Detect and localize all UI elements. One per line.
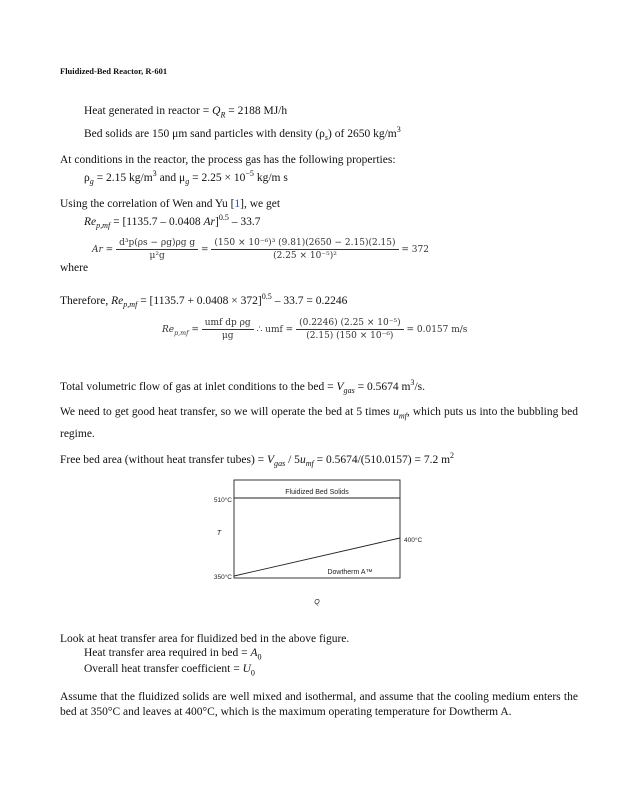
re-tail: – 33.7 — [228, 215, 261, 228]
umf-lhs: Re — [162, 325, 175, 335]
where-label: where — [60, 262, 89, 274]
dowtherm-label: Dowtherm A™ — [327, 569, 373, 576]
total-flow-line — [60, 376, 425, 398]
rho-symbol: ρ — [84, 171, 90, 184]
bed-area-sup: 2 — [450, 451, 455, 460]
umf-result: = 0.0157 m/s — [406, 325, 468, 335]
re-close: ] — [215, 215, 219, 228]
rho-value: = 2.15 kg/m — [93, 171, 153, 184]
bed-area-val: = 0.5674/(510.0157) = 7.2 m — [313, 453, 451, 466]
flow-sub: gas — [343, 386, 355, 396]
bed-area-u: u — [299, 453, 306, 466]
look-line: Look at heat transfer area for fluidized bed in the above figure. — [60, 633, 350, 645]
umf-therefore: ∴ umf = — [256, 325, 294, 335]
heat-generated-line — [84, 104, 287, 122]
ar-symbol: Ar — [203, 215, 215, 228]
ar-equation: Ar = $\frac{\text{d³p(ρs − ρg)ρg g}}{\text{μ²g}}$ = $\frac{\text{(150 × 10⁻⁶)³ (9.81)(2650 − 2.15)(2.15)}}{\text{(2.25 × 10⁻⁵)²}}$ = 372 — [92, 238, 429, 261]
temperature-profile-figure — [200, 478, 435, 610]
umf-equation: $Re_{p,mf}$ = $\frac{\text{umf dp ρg}}{\mu g}$ ∴ umf = $\frac{\text{(0.2246) (2.25 × 10⁻⁵)}}{\text{(2.15) (150 × 10⁻⁶)}}$ = 0.0157 m/s — [162, 318, 468, 341]
heat-transfer-paragraph — [60, 403, 578, 443]
correlation-pre: Using the correlation of Wen and Yu [ — [60, 198, 235, 210]
dowtherm-line — [234, 538, 400, 576]
ar-den-2: (2.25 × 10⁻⁵)² — [273, 251, 337, 261]
coef-sub: 0 — [250, 668, 255, 678]
mu-exp: −5 — [245, 169, 254, 178]
gas-props-line — [84, 167, 288, 189]
y-top-label: 510°C — [213, 497, 232, 504]
coef-pre: Overall heat transfer coefficient = — [84, 663, 243, 675]
solids-sub: s — [324, 133, 329, 143]
coef-u: U — [242, 663, 251, 675]
ar-fraction-2 — [211, 238, 398, 261]
bed-area-line — [60, 449, 454, 471]
bed-area-pre: Free bed area (without heat transfer tubes) = — [60, 453, 268, 466]
htp-pre: We need to get good heat transfer, so we will operate the bed at 5 times — [60, 406, 394, 418]
therefore-line — [60, 290, 347, 312]
re-body: = [1135.7 – 0.0408 — [110, 215, 204, 228]
solids-tail: ) of 2650 kg/m — [328, 127, 397, 140]
gas-props-intro: At conditions in the reactor, the process gas has the following properties: — [60, 154, 396, 166]
re-exp: 0.5 — [218, 213, 229, 222]
mu-symbol: and μ — [156, 171, 186, 184]
ar-den-1: μ²g — [149, 251, 165, 261]
mu-unit: kg/m s — [253, 171, 288, 184]
re-symbol: Re — [84, 215, 97, 228]
umf-den-1: μg — [221, 331, 234, 341]
y-bottom-label: 350°C — [213, 574, 232, 581]
heat-value: = 2188 MJ/h — [225, 105, 288, 117]
q-subscript: R — [220, 110, 226, 120]
mu-value: = 2.25 × 10 — [189, 171, 246, 184]
q-symbol: Q — [212, 105, 221, 117]
therefore-pre: Therefore, — [60, 294, 112, 307]
solids-text: Bed solids are 150 μm sand particles with density (ρ — [84, 127, 325, 140]
flow-val: = 0.5674 m — [354, 380, 411, 393]
therefore-tail: – 33.7 = 0.2246 — [271, 294, 348, 307]
re-formula-line — [84, 211, 261, 233]
flow-sup: 3 — [410, 378, 415, 387]
umf-lhs-sub: p,mf — [174, 329, 189, 337]
umf-num-2: (0.2246) (2.25 × 10⁻⁵) — [296, 318, 404, 330]
heat-label: Heat generated in reactor = — [84, 105, 213, 117]
flow-v: V — [336, 380, 344, 393]
htp-post: , which puts us into the bubbling bed regime. — [60, 406, 579, 441]
htp-sub: mf — [398, 411, 407, 421]
bed-area-usub: mf — [305, 459, 314, 469]
correlation-line — [60, 197, 280, 211]
bed-area-v: V — [267, 453, 275, 466]
flow-tail: /s. — [414, 380, 425, 393]
ar-result: = 372 — [401, 245, 429, 255]
htp-u: u — [393, 406, 399, 418]
ar-num-2: (150 × 10⁻⁶)³ (9.81)(2650 − 2.15)(2.15) — [211, 238, 398, 250]
y-axis-label: T — [216, 530, 222, 537]
bed-solids-line — [84, 123, 401, 145]
therefore-sub: p,mf — [123, 300, 138, 310]
assumption-paragraph: Assume that the fluidized solids are well mixed and isothermal, and assume that the cooling medium enters the bed at 350°C and leaves at 400°C, which is the maximum operating temperature for Dowtherm A. — [60, 691, 578, 718]
ar-num-1: d³p(ρs − ρg)ρg g — [116, 238, 198, 250]
flow-pre: Total volumetric flow of gas at inlet conditions to the bed = — [60, 380, 337, 393]
umf-fraction-1 — [202, 318, 254, 341]
umf-num-1: umf dp ρg — [202, 318, 254, 330]
heat-coef-line — [84, 662, 255, 680]
mu-sub: g — [185, 177, 190, 187]
reference-link[interactable]: 1 — [234, 198, 241, 210]
solids-sup: 3 — [396, 125, 401, 134]
therefore-re: Re — [111, 294, 124, 307]
rho-unit-sup: 3 — [152, 169, 157, 178]
bed-area-sub: gas — [274, 459, 286, 469]
area-req-pre: Heat transfer area required in bed = — [84, 647, 251, 659]
ar-fraction-1 — [116, 238, 198, 261]
therefore-body: = [1135.7 + 0.0408 × 372] — [137, 294, 262, 307]
re-sub: p,mf — [96, 221, 111, 231]
fluidized-bed-label: Fluidized Bed Solids — [285, 489, 349, 496]
bed-area-mid: / 5 — [285, 453, 300, 466]
umf-den-2: (2.15) (150 × 10⁻⁶) — [306, 331, 394, 341]
rho-sub: g — [89, 177, 94, 187]
umf-fraction-2 — [296, 318, 404, 341]
therefore-exp: 0.5 — [261, 292, 272, 301]
document-header: Fluidized-Bed Reactor, R-601 — [60, 66, 168, 76]
area-req-a: A — [250, 647, 258, 659]
x-axis-label: Q — [314, 599, 320, 606]
ar-lhs: Ar = — [92, 245, 114, 255]
correlation-post: ], we get — [240, 198, 281, 210]
right-temp-label: 400°C — [404, 537, 423, 544]
area-req-sub: 0 — [257, 652, 262, 662]
